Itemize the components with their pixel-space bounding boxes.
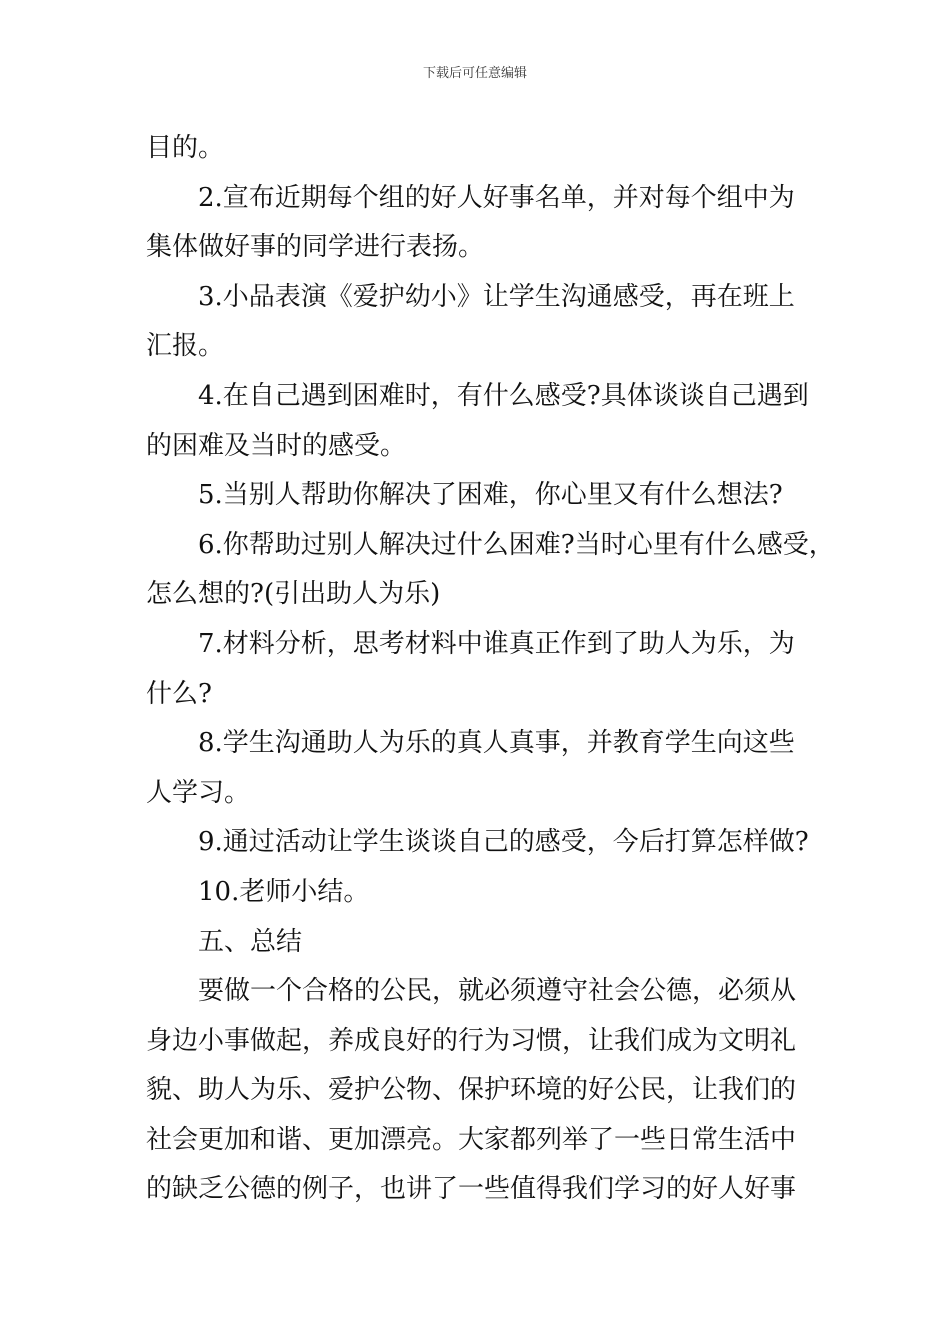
text-line: 集体做好事的同学进行表扬。 [146, 232, 485, 263]
text-line: 5.当别人帮助你解决了困难，你心里又有什么想法? [198, 480, 783, 511]
text-line: 3.小品表演《爱护幼小》让学生沟通感受，再在班上 [198, 281, 795, 312]
page-header: 下载后可任意编辑 [422, 66, 527, 81]
document-body [146, 124, 835, 1215]
text-line: 汇报。 [146, 331, 225, 362]
text-line: 社会更加和谐、更加漂亮。大家都列举了一些日常生活中 [146, 1124, 797, 1155]
text-line: 怎么想的?(引出助人为乐) [146, 579, 441, 610]
text-line: 4.在自己遇到困难时，有什么感受?具体谈谈自己遇到 [198, 380, 809, 411]
text-line: 的困难及当时的感受。 [146, 430, 407, 461]
text-line: 人学习。 [146, 777, 251, 808]
text-line: 6.你帮助过别人解决过什么困难?当时心里有什么感受， [198, 529, 835, 560]
text-line: 的缺乏公德的例子，也讲了一些值得我们学习的好人好事 [146, 1174, 797, 1205]
text-line: 7.材料分析，思考材料中谁真正作到了助人为乐，为 [198, 628, 795, 659]
text-line: 要做一个合格的公民，就必须遵守社会公德，必须从 [198, 976, 797, 1007]
text-line: 2.宣布近期每个组的好人好事名单，并对每个组中为 [198, 182, 795, 213]
section-heading: 五、总结 [198, 926, 303, 957]
text-line: 什么? [146, 678, 212, 709]
text-line: 貌、助人为乐、爱护公物、保护环境的好公民，让我们的 [146, 1075, 797, 1106]
text-line: 9.通过活动让学生谈谈自己的感受，今后打算怎样做? [198, 827, 809, 858]
text-line: 10.老师小结。 [198, 876, 370, 907]
text-line: 8.学生沟通助人为乐的真人真事，并教育学生向这些 [198, 728, 795, 759]
text-line: 身边小事做起，养成良好的行为习惯，让我们成为文明礼 [146, 1025, 797, 1056]
text-line: 目的。 [146, 133, 225, 163]
